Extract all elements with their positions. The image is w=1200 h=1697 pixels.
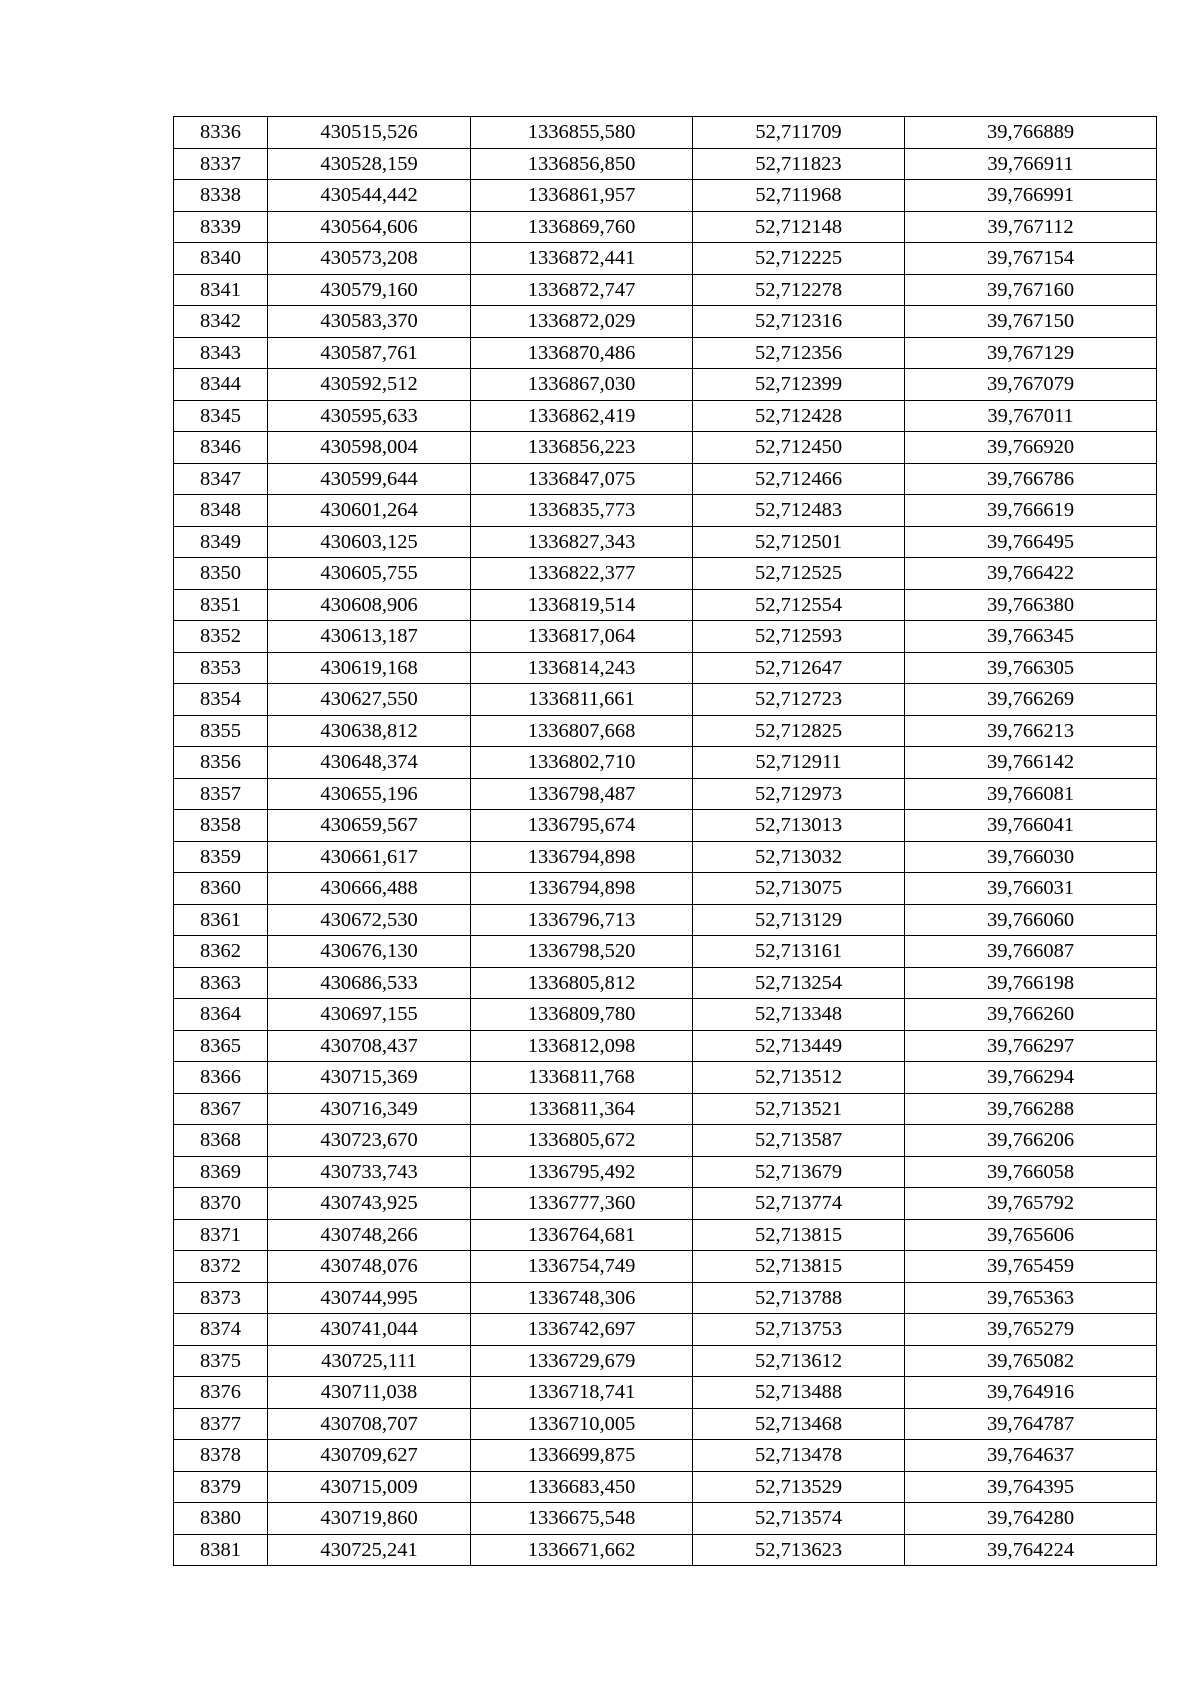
- latitude-cell: 52,712825: [693, 715, 905, 747]
- table-row: [174, 1440, 1157, 1472]
- latitude-cell: 52,712911: [693, 747, 905, 779]
- y-coordinate-cell: 1336870,486: [471, 337, 693, 369]
- x-coordinate-cell: 430719,860: [268, 1503, 471, 1535]
- longitude-cell: 39,767154: [905, 243, 1157, 275]
- coordinates-table-body: [174, 117, 1157, 1566]
- table-row: [174, 1534, 1157, 1566]
- longitude-cell: 39,766213: [905, 715, 1157, 747]
- y-coordinate-cell: 1336819,514: [471, 589, 693, 621]
- point-number-cell: 8354: [174, 684, 268, 716]
- table-row: [174, 810, 1157, 842]
- y-coordinate-cell: 1336811,364: [471, 1093, 693, 1125]
- y-coordinate-cell: 1336742,697: [471, 1314, 693, 1346]
- x-coordinate-cell: 430666,488: [268, 873, 471, 905]
- longitude-cell: 39,766294: [905, 1062, 1157, 1094]
- x-coordinate-cell: 430748,076: [268, 1251, 471, 1283]
- latitude-cell: 52,712225: [693, 243, 905, 275]
- latitude-cell: 52,712316: [693, 306, 905, 338]
- table-row: [174, 306, 1157, 338]
- latitude-cell: 52,712450: [693, 432, 905, 464]
- point-number-cell: 8345: [174, 400, 268, 432]
- latitude-cell: 52,713612: [693, 1345, 905, 1377]
- x-coordinate-cell: 430715,369: [268, 1062, 471, 1094]
- x-coordinate-cell: 430515,526: [268, 117, 471, 149]
- x-coordinate-cell: 430748,266: [268, 1219, 471, 1251]
- latitude-cell: 52,713449: [693, 1030, 905, 1062]
- latitude-cell: 52,711823: [693, 148, 905, 180]
- y-coordinate-cell: 1336855,580: [471, 117, 693, 149]
- coordinates-table: [173, 116, 1157, 1566]
- y-coordinate-cell: 1336872,747: [471, 274, 693, 306]
- latitude-cell: 52,712356: [693, 337, 905, 369]
- table-row: [174, 1408, 1157, 1440]
- table-row: [174, 1188, 1157, 1220]
- y-coordinate-cell: 1336856,223: [471, 432, 693, 464]
- y-coordinate-cell: 1336872,029: [471, 306, 693, 338]
- x-coordinate-cell: 430544,442: [268, 180, 471, 212]
- point-number-cell: 8368: [174, 1125, 268, 1157]
- latitude-cell: 52,712973: [693, 778, 905, 810]
- table-row: [174, 652, 1157, 684]
- y-coordinate-cell: 1336795,674: [471, 810, 693, 842]
- x-coordinate-cell: 430659,567: [268, 810, 471, 842]
- x-coordinate-cell: 430587,761: [268, 337, 471, 369]
- longitude-cell: 39,765792: [905, 1188, 1157, 1220]
- latitude-cell: 52,713529: [693, 1471, 905, 1503]
- y-coordinate-cell: 1336683,450: [471, 1471, 693, 1503]
- table-row: [174, 1156, 1157, 1188]
- latitude-cell: 52,713774: [693, 1188, 905, 1220]
- latitude-cell: 52,712466: [693, 463, 905, 495]
- table-row: [174, 1030, 1157, 1062]
- latitude-cell: 52,713478: [693, 1440, 905, 1472]
- longitude-cell: 39,766269: [905, 684, 1157, 716]
- x-coordinate-cell: 430711,038: [268, 1377, 471, 1409]
- latitude-cell: 52,713512: [693, 1062, 905, 1094]
- table-row: [174, 432, 1157, 464]
- longitude-cell: 39,767011: [905, 400, 1157, 432]
- longitude-cell: 39,765363: [905, 1282, 1157, 1314]
- latitude-cell: 52,713468: [693, 1408, 905, 1440]
- point-number-cell: 8369: [174, 1156, 268, 1188]
- x-coordinate-cell: 430573,208: [268, 243, 471, 275]
- longitude-cell: 39,764280: [905, 1503, 1157, 1535]
- point-number-cell: 8367: [174, 1093, 268, 1125]
- point-number-cell: 8352: [174, 621, 268, 653]
- point-number-cell: 8370: [174, 1188, 268, 1220]
- longitude-cell: 39,766060: [905, 904, 1157, 936]
- latitude-cell: 52,713075: [693, 873, 905, 905]
- y-coordinate-cell: 1336869,760: [471, 211, 693, 243]
- table-row: [174, 936, 1157, 968]
- x-coordinate-cell: 430598,004: [268, 432, 471, 464]
- longitude-cell: 39,766786: [905, 463, 1157, 495]
- longitude-cell: 39,766260: [905, 999, 1157, 1031]
- latitude-cell: 52,712483: [693, 495, 905, 527]
- latitude-cell: 52,712525: [693, 558, 905, 590]
- longitude-cell: 39,767112: [905, 211, 1157, 243]
- x-coordinate-cell: 430672,530: [268, 904, 471, 936]
- point-number-cell: 8353: [174, 652, 268, 684]
- point-number-cell: 8377: [174, 1408, 268, 1440]
- table-row: [174, 337, 1157, 369]
- latitude-cell: 52,713574: [693, 1503, 905, 1535]
- point-number-cell: 8376: [174, 1377, 268, 1409]
- table-row: [174, 1282, 1157, 1314]
- point-number-cell: 8349: [174, 526, 268, 558]
- point-number-cell: 8357: [174, 778, 268, 810]
- point-number-cell: 8373: [174, 1282, 268, 1314]
- table-row: [174, 904, 1157, 936]
- x-coordinate-cell: 430627,550: [268, 684, 471, 716]
- point-number-cell: 8360: [174, 873, 268, 905]
- longitude-cell: 39,766911: [905, 148, 1157, 180]
- y-coordinate-cell: 1336856,850: [471, 148, 693, 180]
- latitude-cell: 52,713348: [693, 999, 905, 1031]
- latitude-cell: 52,712399: [693, 369, 905, 401]
- point-number-cell: 8380: [174, 1503, 268, 1535]
- x-coordinate-cell: 430686,533: [268, 967, 471, 999]
- table-row: [174, 715, 1157, 747]
- table-row: [174, 211, 1157, 243]
- x-coordinate-cell: 430723,670: [268, 1125, 471, 1157]
- y-coordinate-cell: 1336811,768: [471, 1062, 693, 1094]
- table-row: [174, 495, 1157, 527]
- x-coordinate-cell: 430708,707: [268, 1408, 471, 1440]
- longitude-cell: 39,764787: [905, 1408, 1157, 1440]
- point-number-cell: 8381: [174, 1534, 268, 1566]
- y-coordinate-cell: 1336807,668: [471, 715, 693, 747]
- longitude-cell: 39,766305: [905, 652, 1157, 684]
- x-coordinate-cell: 430743,925: [268, 1188, 471, 1220]
- latitude-cell: 52,712723: [693, 684, 905, 716]
- table-row: [174, 1503, 1157, 1535]
- table-row: [174, 558, 1157, 590]
- table-row: [174, 747, 1157, 779]
- point-number-cell: 8343: [174, 337, 268, 369]
- latitude-cell: 52,713013: [693, 810, 905, 842]
- table-row: [174, 1314, 1157, 1346]
- table-row: [174, 400, 1157, 432]
- longitude-cell: 39,766297: [905, 1030, 1157, 1062]
- latitude-cell: 52,712554: [693, 589, 905, 621]
- longitude-cell: 39,766041: [905, 810, 1157, 842]
- latitude-cell: 52,712148: [693, 211, 905, 243]
- longitude-cell: 39,766081: [905, 778, 1157, 810]
- y-coordinate-cell: 1336794,898: [471, 873, 693, 905]
- x-coordinate-cell: 430603,125: [268, 526, 471, 558]
- y-coordinate-cell: 1336754,749: [471, 1251, 693, 1283]
- table-row: [174, 684, 1157, 716]
- longitude-cell: 39,765459: [905, 1251, 1157, 1283]
- longitude-cell: 39,766920: [905, 432, 1157, 464]
- y-coordinate-cell: 1336822,377: [471, 558, 693, 590]
- longitude-cell: 39,764395: [905, 1471, 1157, 1503]
- y-coordinate-cell: 1336699,875: [471, 1440, 693, 1472]
- y-coordinate-cell: 1336795,492: [471, 1156, 693, 1188]
- y-coordinate-cell: 1336814,243: [471, 652, 693, 684]
- x-coordinate-cell: 430725,111: [268, 1345, 471, 1377]
- y-coordinate-cell: 1336671,662: [471, 1534, 693, 1566]
- x-coordinate-cell: 430595,633: [268, 400, 471, 432]
- latitude-cell: 52,713521: [693, 1093, 905, 1125]
- longitude-cell: 39,767150: [905, 306, 1157, 338]
- y-coordinate-cell: 1336835,773: [471, 495, 693, 527]
- table-row: [174, 621, 1157, 653]
- y-coordinate-cell: 1336798,520: [471, 936, 693, 968]
- x-coordinate-cell: 430741,044: [268, 1314, 471, 1346]
- latitude-cell: 52,712278: [693, 274, 905, 306]
- longitude-cell: 39,766087: [905, 936, 1157, 968]
- latitude-cell: 52,713679: [693, 1156, 905, 1188]
- longitude-cell: 39,766345: [905, 621, 1157, 653]
- point-number-cell: 8363: [174, 967, 268, 999]
- longitude-cell: 39,766619: [905, 495, 1157, 527]
- y-coordinate-cell: 1336675,548: [471, 1503, 693, 1535]
- x-coordinate-cell: 430716,349: [268, 1093, 471, 1125]
- table-row: [174, 1377, 1157, 1409]
- table-row: [174, 180, 1157, 212]
- point-number-cell: 8372: [174, 1251, 268, 1283]
- longitude-cell: 39,765606: [905, 1219, 1157, 1251]
- longitude-cell: 39,764224: [905, 1534, 1157, 1566]
- point-number-cell: 8361: [174, 904, 268, 936]
- y-coordinate-cell: 1336811,661: [471, 684, 693, 716]
- y-coordinate-cell: 1336798,487: [471, 778, 693, 810]
- point-number-cell: 8347: [174, 463, 268, 495]
- x-coordinate-cell: 430579,160: [268, 274, 471, 306]
- longitude-cell: 39,766889: [905, 117, 1157, 149]
- table-row: [174, 999, 1157, 1031]
- y-coordinate-cell: 1336862,419: [471, 400, 693, 432]
- point-number-cell: 8337: [174, 148, 268, 180]
- y-coordinate-cell: 1336847,075: [471, 463, 693, 495]
- x-coordinate-cell: 430605,755: [268, 558, 471, 590]
- x-coordinate-cell: 430592,512: [268, 369, 471, 401]
- table-row: [174, 1345, 1157, 1377]
- y-coordinate-cell: 1336805,672: [471, 1125, 693, 1157]
- point-number-cell: 8344: [174, 369, 268, 401]
- latitude-cell: 52,713161: [693, 936, 905, 968]
- latitude-cell: 52,713753: [693, 1314, 905, 1346]
- table-row: [174, 148, 1157, 180]
- point-number-cell: 8339: [174, 211, 268, 243]
- longitude-cell: 39,766142: [905, 747, 1157, 779]
- latitude-cell: 52,712501: [693, 526, 905, 558]
- longitude-cell: 39,766030: [905, 841, 1157, 873]
- table-row: [174, 243, 1157, 275]
- longitude-cell: 39,766206: [905, 1125, 1157, 1157]
- x-coordinate-cell: 430564,606: [268, 211, 471, 243]
- y-coordinate-cell: 1336796,713: [471, 904, 693, 936]
- table-row: [174, 841, 1157, 873]
- x-coordinate-cell: 430528,159: [268, 148, 471, 180]
- y-coordinate-cell: 1336777,360: [471, 1188, 693, 1220]
- latitude-cell: 52,713129: [693, 904, 905, 936]
- y-coordinate-cell: 1336718,741: [471, 1377, 693, 1409]
- latitude-cell: 52,713587: [693, 1125, 905, 1157]
- y-coordinate-cell: 1336867,030: [471, 369, 693, 401]
- point-number-cell: 8366: [174, 1062, 268, 1094]
- latitude-cell: 52,713815: [693, 1219, 905, 1251]
- point-number-cell: 8355: [174, 715, 268, 747]
- latitude-cell: 52,713254: [693, 967, 905, 999]
- x-coordinate-cell: 430744,995: [268, 1282, 471, 1314]
- point-number-cell: 8340: [174, 243, 268, 275]
- longitude-cell: 39,764637: [905, 1440, 1157, 1472]
- table-row: [174, 526, 1157, 558]
- point-number-cell: 8374: [174, 1314, 268, 1346]
- table-row: [174, 463, 1157, 495]
- point-number-cell: 8350: [174, 558, 268, 590]
- y-coordinate-cell: 1336827,343: [471, 526, 693, 558]
- point-number-cell: 8358: [174, 810, 268, 842]
- point-number-cell: 8365: [174, 1030, 268, 1062]
- table-row: [174, 1251, 1157, 1283]
- longitude-cell: 39,766422: [905, 558, 1157, 590]
- x-coordinate-cell: 430676,130: [268, 936, 471, 968]
- x-coordinate-cell: 430608,906: [268, 589, 471, 621]
- longitude-cell: 39,767160: [905, 274, 1157, 306]
- table-row: [174, 117, 1157, 149]
- longitude-cell: 39,766991: [905, 180, 1157, 212]
- longitude-cell: 39,766495: [905, 526, 1157, 558]
- x-coordinate-cell: 430697,155: [268, 999, 471, 1031]
- y-coordinate-cell: 1336861,957: [471, 180, 693, 212]
- table-row: [174, 1062, 1157, 1094]
- latitude-cell: 52,712647: [693, 652, 905, 684]
- point-number-cell: 8364: [174, 999, 268, 1031]
- point-number-cell: 8351: [174, 589, 268, 621]
- latitude-cell: 52,711709: [693, 117, 905, 149]
- x-coordinate-cell: 430715,009: [268, 1471, 471, 1503]
- table-row: [174, 589, 1157, 621]
- latitude-cell: 52,713488: [693, 1377, 905, 1409]
- y-coordinate-cell: 1336817,064: [471, 621, 693, 653]
- point-number-cell: 8336: [174, 117, 268, 149]
- point-number-cell: 8362: [174, 936, 268, 968]
- longitude-cell: 39,766288: [905, 1093, 1157, 1125]
- point-number-cell: 8342: [174, 306, 268, 338]
- longitude-cell: 39,767129: [905, 337, 1157, 369]
- point-number-cell: 8371: [174, 1219, 268, 1251]
- point-number-cell: 8338: [174, 180, 268, 212]
- x-coordinate-cell: 430619,168: [268, 652, 471, 684]
- table-row: [174, 274, 1157, 306]
- x-coordinate-cell: 430648,374: [268, 747, 471, 779]
- y-coordinate-cell: 1336748,306: [471, 1282, 693, 1314]
- table-row: [174, 1125, 1157, 1157]
- table-row: [174, 778, 1157, 810]
- table-row: [174, 1219, 1157, 1251]
- longitude-cell: 39,765279: [905, 1314, 1157, 1346]
- y-coordinate-cell: 1336805,812: [471, 967, 693, 999]
- y-coordinate-cell: 1336802,710: [471, 747, 693, 779]
- longitude-cell: 39,766031: [905, 873, 1157, 905]
- table-row: [174, 369, 1157, 401]
- x-coordinate-cell: 430638,812: [268, 715, 471, 747]
- point-number-cell: 8359: [174, 841, 268, 873]
- longitude-cell: 39,766380: [905, 589, 1157, 621]
- longitude-cell: 39,766198: [905, 967, 1157, 999]
- point-number-cell: 8348: [174, 495, 268, 527]
- table-row: [174, 1093, 1157, 1125]
- latitude-cell: 52,712428: [693, 400, 905, 432]
- point-number-cell: 8346: [174, 432, 268, 464]
- y-coordinate-cell: 1336872,441: [471, 243, 693, 275]
- longitude-cell: 39,764916: [905, 1377, 1157, 1409]
- y-coordinate-cell: 1336729,679: [471, 1345, 693, 1377]
- x-coordinate-cell: 430599,644: [268, 463, 471, 495]
- y-coordinate-cell: 1336710,005: [471, 1408, 693, 1440]
- x-coordinate-cell: 430661,617: [268, 841, 471, 873]
- y-coordinate-cell: 1336764,681: [471, 1219, 693, 1251]
- latitude-cell: 52,713623: [693, 1534, 905, 1566]
- x-coordinate-cell: 430613,187: [268, 621, 471, 653]
- y-coordinate-cell: 1336809,780: [471, 999, 693, 1031]
- point-number-cell: 8379: [174, 1471, 268, 1503]
- latitude-cell: 52,711968: [693, 180, 905, 212]
- table-row: [174, 873, 1157, 905]
- latitude-cell: 52,713788: [693, 1282, 905, 1314]
- x-coordinate-cell: 430725,241: [268, 1534, 471, 1566]
- latitude-cell: 52,712593: [693, 621, 905, 653]
- latitude-cell: 52,713032: [693, 841, 905, 873]
- point-number-cell: 8378: [174, 1440, 268, 1472]
- x-coordinate-cell: 430583,370: [268, 306, 471, 338]
- longitude-cell: 39,766058: [905, 1156, 1157, 1188]
- point-number-cell: 8356: [174, 747, 268, 779]
- longitude-cell: 39,765082: [905, 1345, 1157, 1377]
- x-coordinate-cell: 430655,196: [268, 778, 471, 810]
- x-coordinate-cell: 430709,627: [268, 1440, 471, 1472]
- table-row: [174, 967, 1157, 999]
- y-coordinate-cell: 1336812,098: [471, 1030, 693, 1062]
- x-coordinate-cell: 430708,437: [268, 1030, 471, 1062]
- point-number-cell: 8341: [174, 274, 268, 306]
- longitude-cell: 39,767079: [905, 369, 1157, 401]
- point-number-cell: 8375: [174, 1345, 268, 1377]
- x-coordinate-cell: 430733,743: [268, 1156, 471, 1188]
- x-coordinate-cell: 430601,264: [268, 495, 471, 527]
- table-row: [174, 1471, 1157, 1503]
- y-coordinate-cell: 1336794,898: [471, 841, 693, 873]
- latitude-cell: 52,713815: [693, 1251, 905, 1283]
